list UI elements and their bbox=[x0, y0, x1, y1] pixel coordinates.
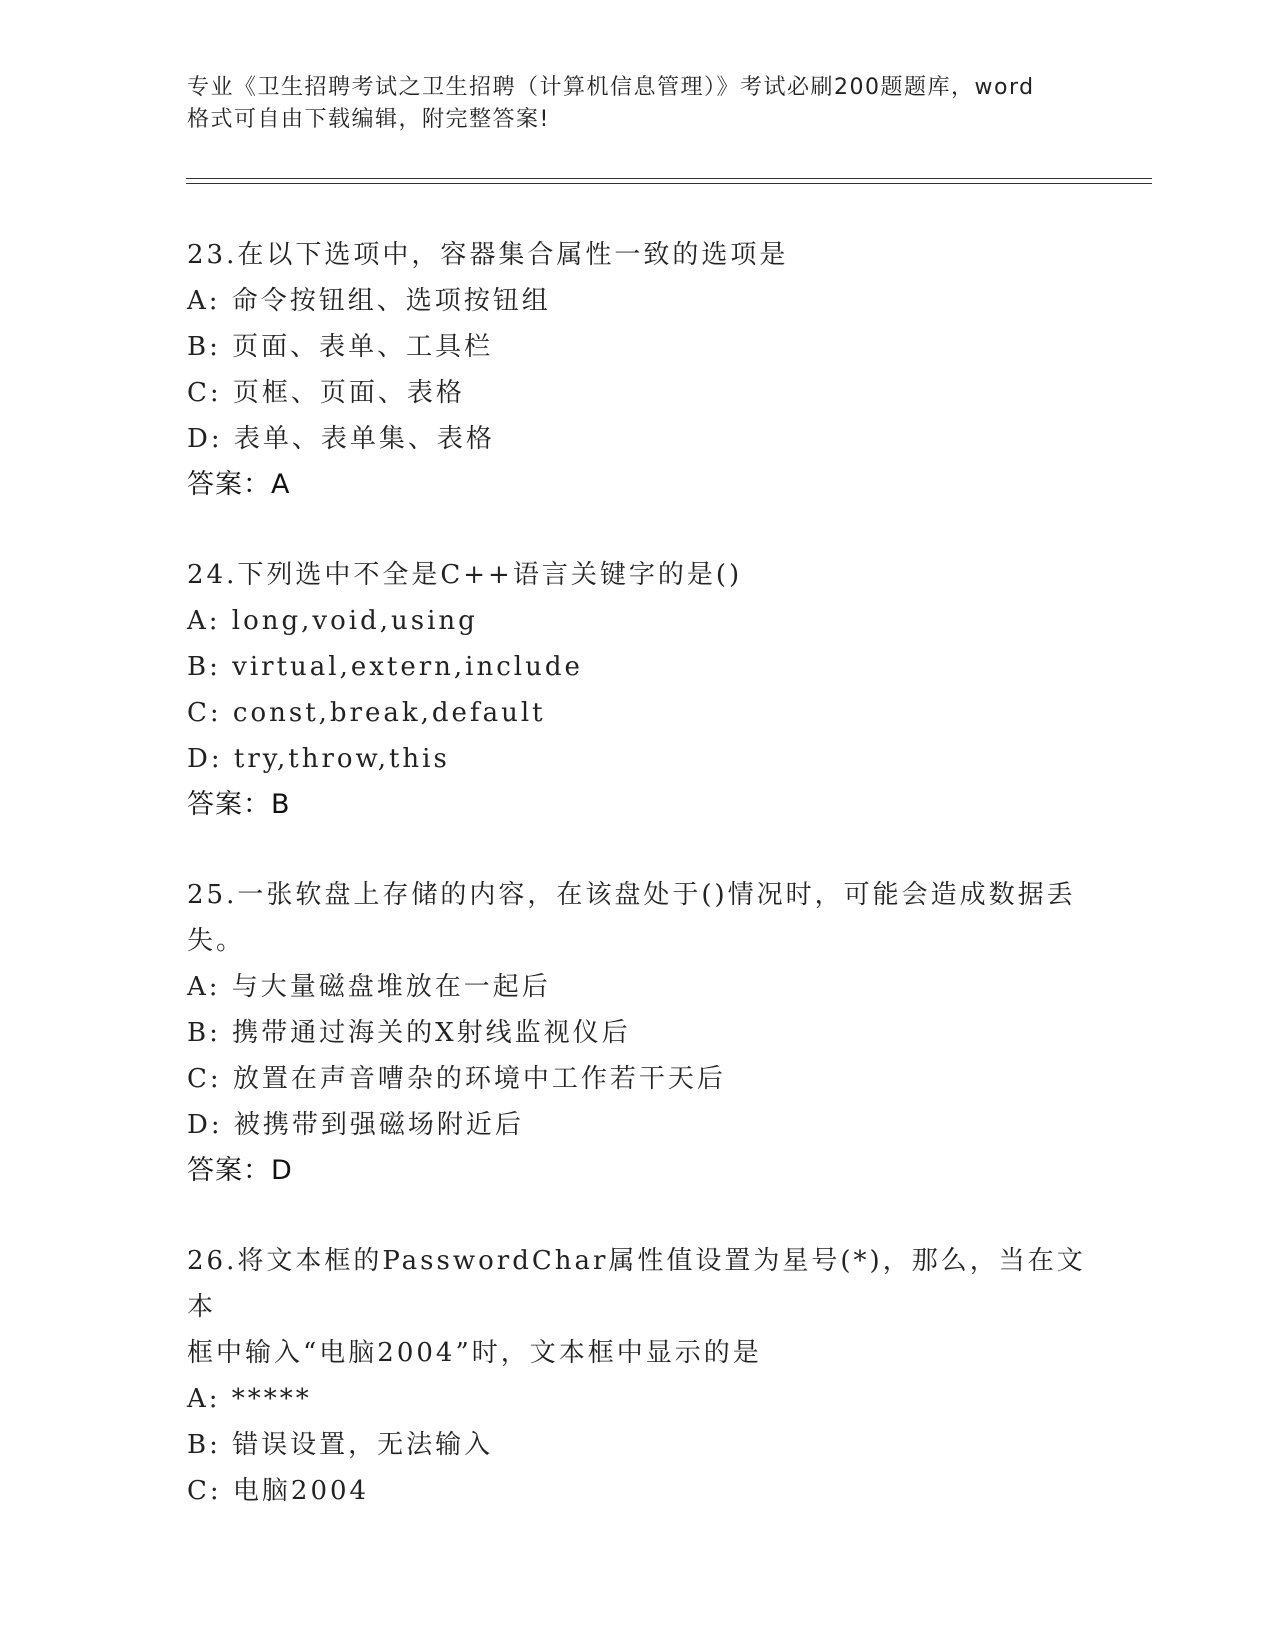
question-stem-line-1: 25.一张软盘上存储的内容，在该盘处于()情况时，可能会造成数据丢 bbox=[187, 880, 1076, 910]
question-stem: 23.在以下选项中，容器集合属性一致的选项是 bbox=[187, 240, 789, 270]
question-26 bbox=[187, 1238, 1087, 1514]
option-c: C: const,break,default bbox=[187, 698, 546, 728]
answer-label: 答案：D bbox=[187, 1155, 293, 1186]
question-stem: 24.下列选中不全是C++语言关键字的是() bbox=[187, 560, 743, 590]
option-d: D: 表单、表单集、表格 bbox=[187, 424, 495, 454]
question-stem-line-2: 失。 bbox=[187, 926, 246, 956]
option-a: A: 与大量磁盘堆放在一起后 bbox=[187, 972, 551, 1002]
option-a: A: long,void,using bbox=[187, 606, 478, 636]
option-c: C: 放置在声音嘈杂的环境中工作若干天后 bbox=[187, 1064, 726, 1094]
question-24 bbox=[187, 552, 1087, 828]
header-divider-bottom bbox=[186, 183, 1152, 184]
option-b: B: 页面、表单、工具栏 bbox=[187, 332, 494, 362]
question-stem-line-1: 26.将文本框的PasswordChar属性值设置为星号(*)，那么，当在文本 bbox=[187, 1246, 1086, 1322]
header-title-line-1: 专业《卫生招聘考试之卫生招聘（计算机信息管理）》考试必刷200题题库，word bbox=[187, 75, 1035, 100]
question-25 bbox=[187, 872, 1087, 1194]
option-b: B: 错误设置，无法输入 bbox=[187, 1430, 494, 1460]
header-title-line-2: 格式可自由下载编辑，附完整答案! bbox=[187, 107, 550, 132]
document-header bbox=[187, 72, 1087, 136]
question-list bbox=[187, 232, 1087, 1558]
header-divider-top bbox=[186, 178, 1152, 179]
answer-label: 答案：A bbox=[187, 469, 291, 500]
option-c: C: 电脑2004 bbox=[187, 1476, 370, 1506]
option-d: D: try,throw,this bbox=[187, 744, 450, 774]
option-d: D: 被携带到强磁场附近后 bbox=[187, 1110, 524, 1140]
answer-label: 答案：B bbox=[187, 789, 291, 820]
option-c: C: 页框、页面、表格 bbox=[187, 378, 465, 408]
question-23 bbox=[187, 232, 1087, 508]
option-b: B: 携带通过海关的X射线监视仪后 bbox=[187, 1018, 631, 1048]
option-a: A: 命令按钮组、选项按钮组 bbox=[187, 286, 551, 316]
question-stem-line-2: 框中输入“电脑2004”时，文本框中显示的是 bbox=[187, 1338, 762, 1368]
option-b: B: virtual,extern,include bbox=[187, 652, 583, 682]
option-a: A: ***** bbox=[187, 1384, 312, 1414]
